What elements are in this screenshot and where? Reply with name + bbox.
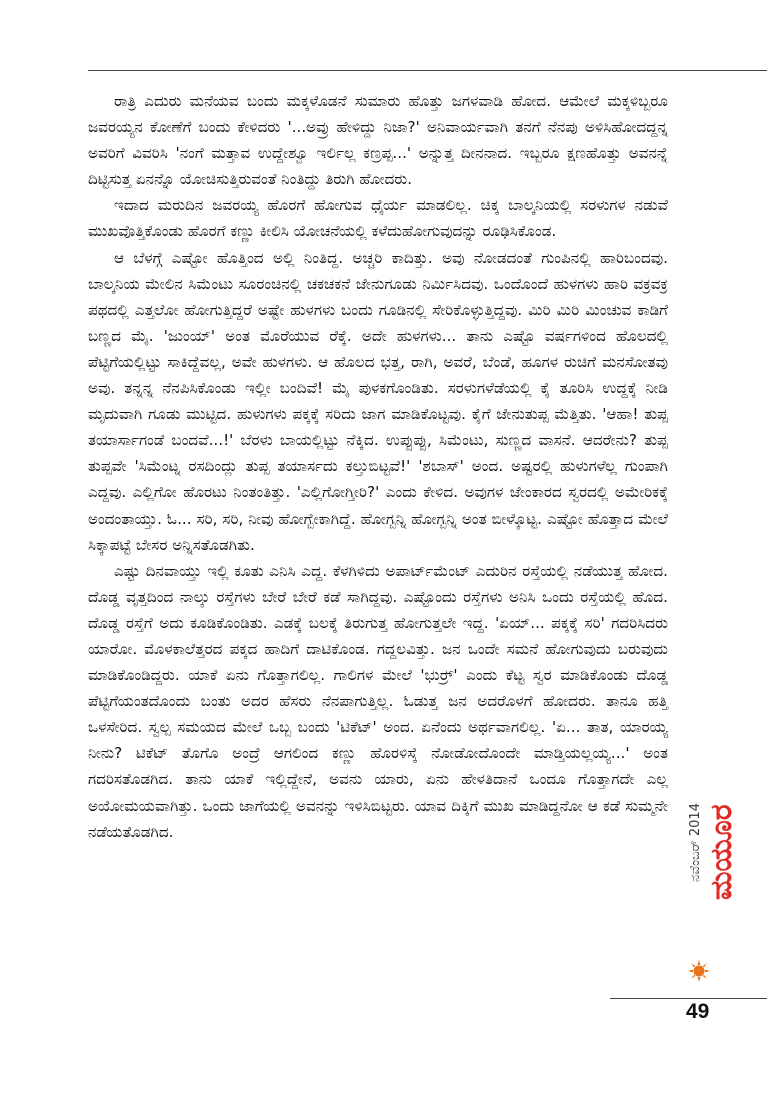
- paragraph-4: ಎಷ್ಟು ದಿನವಾಯ್ತು ಇಲ್ಲಿ ಕೂತು ಎನಿಸಿ ಎದ್ದ. ಕೆಳಗಿಳಿದು ಅಪಾರ್ಟ್‌ಮೆಂಟ್ ಎದುರಿನ ರಸ್ತೆಯಲ್ಲಿ ನಡೆಯುತ್ತ ಹೋದ. ದೊಡ್ಡ ವೃತ್ತದಿಂದ ನಾಲ್ಕು ರಸ್ತೆಗಳು ಬೇರೆ ಬೇರೆ ಕಡೆ ಸಾಗಿದ್ದವು. ಎಷ್ಟೊಂದು ರಸ್ತೆಗಳು ಅನಿಸಿ ಒಂದು ರಸ್ತೆಯಲ್ಲಿ ಹೊದ. ದೊಡ್ಡ ರಸ್ತೆಗೆ ಅದು ಕೂಡಿಕೊಂಡಿತು. ಎಡಕ್ಕೆ ಬಲಕ್ಕೆ ತಿರುಗುತ್ತ ಹೋಗುತ್ತಲೇ ಇದ್ದ. 'ಏಯ್... ಪಕ್ಕಕ್ಕೆ ಸರಿ' ಗದರಿಸಿದರು ಯಾರೋ. ಮೊಳಕಾಲೆತ್ತರದ ಪಕ್ಕದ ಹಾದಿಗೆ ದಾಟಿಕೊಂಡ. ಗದ್ದಲವಿತ್ತು. ಜನ ಒಂದೇ ಸಮನೆ ಹೋಗುವುದು ಬರುವುದು ಮಾಡಿಕೊಂಡಿದ್ದರು. ಯಾಕೆ ಏನು ಗೊತ್ತಾಗಲಿಲ್ಲ. ಗಾಲಿಗಳ ಮೇಲೆ 'ಭುರ್‍ರ್' ಎಂದು ಕೆಟ್ಟ ಸ್ವರ ಮಾಡಿಕೊಂಡು ದೊಡ್ಡ ಪೆಟ್ಟಿಗೆಯಂತದೊಂದು ಬಂತು ಅದರ ಹೆಸರು ನೆನಪಾಗುತ್ತಿಲ್ಲ. ಓಡುತ್ತ ಜನ ಅದರೊಳಗೆ ಹೋದರು. ತಾನೂ ಹತ್ತಿ ಒಳಸೇರಿದ. ಸ್ವಲ್ಪ ಸಮಯದ ಮೇಲೆ ಒಬ್ಬ ಬಂದು 'ಟಿಕೆಟ್' ಅಂದ. ಏನೆಂದು ಅರ್ಥವಾಗಲಿಲ್ಲ. 'ಏ... ತಾತ, ಯಾರಯ್ಯ ನೀನು? ಟಿಕೆಟ್ ತೊಗೊ ಅಂದ್ರೆ ಆಗಲಿಂದ ಕಣ್ಣು ಹೊರಳಿಸ್ಕೆ ನೋಡೋದೊಂದೇ ಮಾಡ್ತಿಯಲ್ಲಯ್ಯ...' ಅಂತ ಗದರಿಸತೊಡಗಿದ. ತಾನು ಯಾಕೆ ಇಲ್ಲಿದ್ದೇನೆ, ಅವನು ಯಾರು, ಏನು ಹೇಳತಿದಾನೆ ಒಂದೂ ಗೊತ್ತಾಗದೇ ಎಲ್ಲ ಅಯೋಮಯವಾಗಿತ್ತು. ಒಂದು ಜಾಗೆಯಲ್ಲಿ ಅವನನ್ನು ಇಳಿಸಿಬಿಟ್ಟರು. ಯಾವ ದಿಕ್ಕಿಗೆ ಮುಖ ಮಾಡಿದ್ದನೋ ಆ ಕಡೆ ಸುಮ್ಮನೇ ನಡೆಯತೊಡಗಿದ.: [88, 561, 668, 841]
- paragraph-1: ರಾತ್ರಿ ಎದುರು ಮನೆಯವ ಬಂದು ಮಕ್ಕಳೊಡನೆ ಸುಮಾರು ಹೊತ್ತು ಜಗಳವಾಡಿ ಹೋದ. ಆಮೇಲೆ ಮಕ್ಕಳಿಬ್ಬರೂ ಜವರಯ್ಯನ ಕೋಣೆಗೆ ಬಂದು ಕೇಳಿದರು '...ಅವ್ರು ಹೇಳಿದ್ದು ನಿಜಾ?' ಅನಿವಾರ್ಯವಾಗಿ ತನಗೆ ನೆನಪು ಅಳಿಸಿಹೋದದ್ದನ್ನ ಅವರಿಗೆ ವಿವರಿಸಿ 'ನಂಗೆ ಮತ್ತಾವ ಉದ್ದೇಶ್ವೂ ಇರ್ಲಿಲ್ಲ ಕಣ್ರಪ್ಪ...' ಅನ್ನುತ್ತ ದೀನನಾದ. ಇಬ್ಬರೂ ಕ್ಷಣಹೊತ್ತು ಅವನನ್ನೆ ದಿಟ್ಟಿಸುತ್ತ ಏನನ್ನೊ ಯೋಚಿಸುತ್ತಿರುವಂತೆ ನಿಂತಿದ್ದು ತಿರುಗಿ ಹೋದರು.: [88, 92, 668, 189]
- issue-date: ನವೆಂಬರ್ 2014: [688, 803, 703, 882]
- paragraph-3: ಆ ಬೆಳಗ್ಗೆ ಎಷ್ಟೋ ಹೊತ್ತಿಂದ ಅಲ್ಲಿ ನಿಂತಿದ್ದ. ಅಚ್ಚರಿ ಕಾದಿತ್ತು. ಅವು ನೋಡದಂತೆ ಗುಂಪಿನಲ್ಲಿ ಹಾರಿಬಂದವು. ಬಾಲ್ಕನಿಯ ಮೇಲಿನ ಸಿಮೆಂಟು ಸೂರಂಚಿನಲ್ಲಿ ಚಕಚಕನೆ ಜೇನುಗೂಡು ನಿರ್ಮಿಸಿದವು. ಒಂದೊಂದೆ ಹುಳಗಳು ಹಾರಿ ವಕ್ರವಕ್ರ ಪಥದಲ್ಲಿ ಎತ್ತಲೋ ಹೋಗುತ್ತಿದ್ದರೆ ಅಷ್ಟೇ ಹುಳಗಳು ಬಂದು ಗೂಡಿನಲ್ಲಿ ಸೇರಿಕೊಳ್ಳುತ್ತಿದ್ದವು. ಮಿರಿ ಮಿರಿ ಮಿಂಚುವ ಕಾಡಿಗೆ ಬಣ್ಣದ ಮೈ. 'ಜುಂಯ್' ಅಂತ ಮೊರೆಯುವ ರೆಕ್ಕೆ. ಅದೇ ಹುಳಗಳು... ತಾನು ಎಷ್ಟೊ ವರ್ಷಗಳಿಂದ ಹೊಲದಲ್ಲಿ ಪೆಟ್ಟಿಗೆಯಲ್ಲಿಟ್ಟು ಸಾಕಿದ್ದೆವಲ್ಲ, ಅವೇ ಹುಳಗಳು. ಆ ಹೊಲದ ಭತ್ತ, ರಾಗಿ, ಅವರೆ, ಬೆಂಡೆ, ಹೂಗಳ ರುಚಿಗೆ ಮನಸೋತವು ಅವು. ತನ್ನನ್ನ ನೆನಪಿಸಿಕೊಂಡು ಇಲ್ಲೀ ಬಂದಿವೆ! ಮೈ ಪುಳಕಗೊಂಡಿತು. ಸರಳುಗಳೆಡೆಯಲ್ಲಿ ಕೈ ತೂರಿಸಿ ಉದ್ದಕ್ಕೆ ನೀಡಿ ಮೃದುವಾಗಿ ಗೂಡು ಮುಟ್ಟಿದ. ಹುಳುಗಳು ಪಕ್ಕಕ್ಕೆ ಸರಿದು ಜಾಗ ಮಾಡಿಕೊಟ್ಟವು. ಕೈಗೆ ಜೇನುತುಪ್ಪ ಮೆತ್ತಿತು. 'ಆಹಾ! ತುಪ್ಪ ತಯಾರ್ಸಾಗಂಡೆ ಬಂದವೆ...!' ಬೆರಳು ಬಾಯಲ್ಲಿಟ್ಟು ನೆಕ್ಕಿದ. ಉಪ್ಪುಪ್ಪು, ಸಿಮೆಂಟು, ಸುಣ್ಣದ ವಾಸನೆ. ಆದರೇನು? ತುಪ್ಪ ತುಪ್ಪವೇ 'ಸಿಮೆಂಟ್ನ ರಸದಿಂದ್ಲು ತುಪ್ಪ ತಯಾರ್ಸದು ಕಲ್ತುಬಿಟ್ಟವೆ!' 'ಶಬಾಸ್' ಅಂದ. ಅಷ್ಟರಲ್ಲಿ ಹುಳುಗಳೆಲ್ಲ ಗುಂಪಾಗಿ ಎದ್ದವು. ಎಲ್ಲಿಗೋ ಹೊರಟು ನಿಂತಂತಿತ್ತು. 'ಎಲ್ಲಿಗೋಗ್ತೀರಿ?' ಎಂದು ಕೇಳಿದ. ಅವುಗಳ ಜೇಂಕಾರದ ಸ್ವರದಲ್ಲಿ ಅಮೇರಿಕಕ್ಕೆ ಅಂದಂತಾಯ್ತು. ಓ... ಸರಿ, ಸರಿ, ನೀವು ಹೋಗ್ಬೇಕಾಗಿದ್ದೆ. ಹೋಗ್ಬನ್ನಿ ಹೋಗ್ಬನ್ನಿ ಅಂತ ಬೀಳ್ಕೊಟ್ಟ. ಎಷ್ಟೋ ಹೊತ್ತಾದ ಮೇಲೆ ಸಿಕ್ಕಾಪಟ್ಟೆ ಬೇಸರ ಅನ್ನಿಸತೊಡಗಿತು.: [88, 248, 668, 554]
- footer-rule: [610, 998, 767, 999]
- page-number: 49: [686, 1000, 710, 1023]
- top-rule: [88, 70, 767, 71]
- article-body: [88, 88, 668, 845]
- paragraph-2: ಇದಾದ ಮರುದಿನ ಜವರಯ್ಯ ಹೊರಗೆ ಹೋಗುವ ಧೈರ್ಯ ಮಾಡಲಿಲ್ಲ. ಚಿಕ್ಕ ಬಾಲ್ಕನಿಯಲ್ಲಿ ಸರಳುಗಳ ನಡುವೆ ಮುಖವೊತ್ತಿಕೊಂಡು ಹೊರಗೆ ಕಣ್ಣು ಕೀಲಿಸಿ ಯೋಚನೆಯಲ್ಲಿ ಕಳೆದುಹೋಗುವುದನ್ನು ರೂಢಿಸಿಕೊಂಡ.: [88, 196, 668, 241]
- sun-flower-icon: [688, 960, 710, 982]
- magazine-name: ಮಯೂರ: [704, 804, 739, 900]
